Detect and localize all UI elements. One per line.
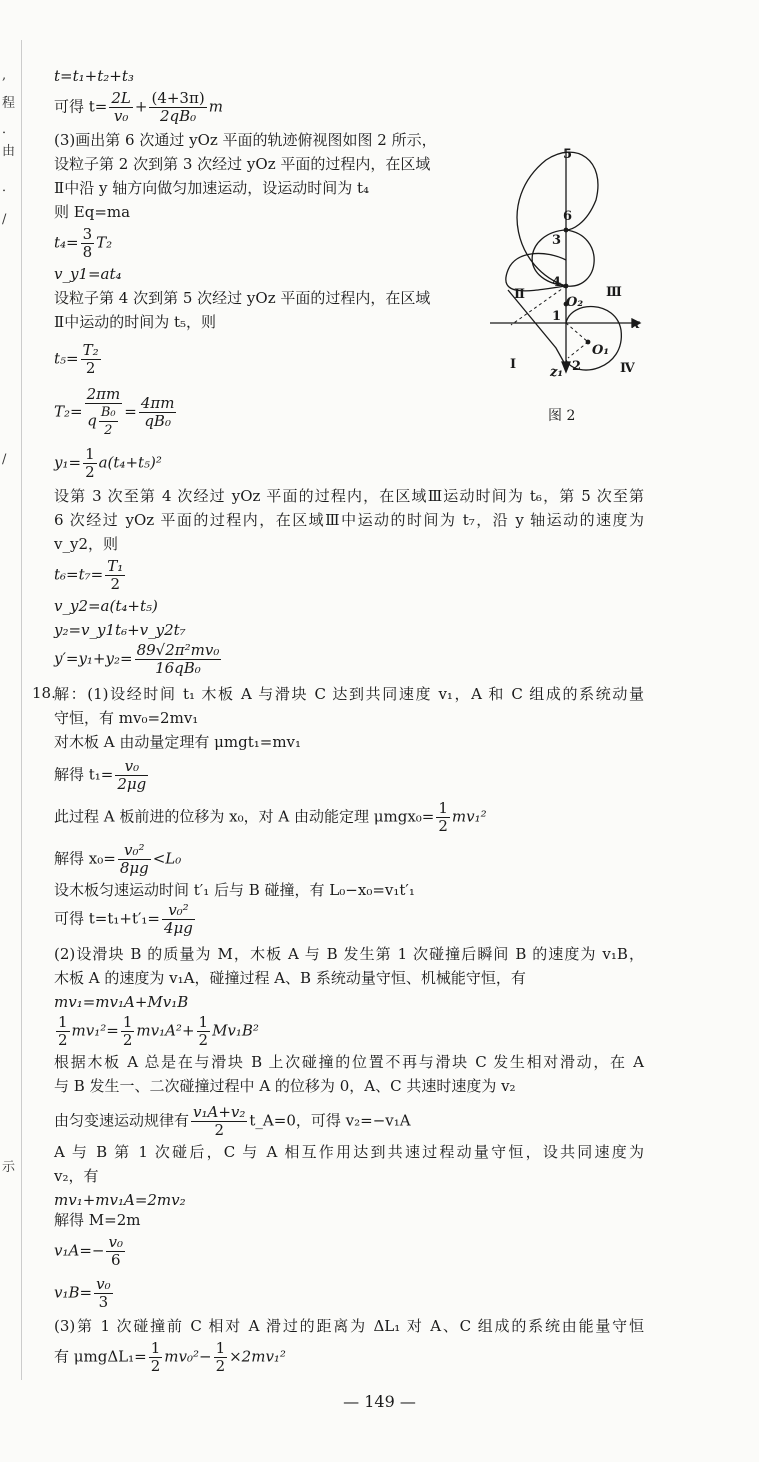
text-line: 解：(1)设经时间 t₁ 木板 A 与滑块 C 达到共同速度 v₁，A 和 C 组成的系统动量 xyxy=(54,685,644,703)
text-line: v₂，有 xyxy=(54,1167,99,1185)
eq-t6-t7: t₆=t₇= $\frac{\text{T₁}}{2}$ xyxy=(54,557,124,593)
label-o1: O₁ xyxy=(592,343,610,358)
edge-char: 程 xyxy=(2,96,16,111)
label-3: 3 xyxy=(552,233,562,248)
dashed-radius xyxy=(566,323,588,342)
text-line: 与 B 发生一、二次碰撞过程中 A 的位移为 0，A、C 共速时速度为 v₂ xyxy=(54,1077,516,1095)
edge-char: 示 xyxy=(2,1160,16,1175)
point-4 xyxy=(564,284,569,289)
text-line: (2)设滑块 B 的质量为 M，木板 A 与 B 发生第 1 次碰撞后瞬间 B 的速度为 v₁B， xyxy=(54,945,644,963)
eq-momentum: mv₁=mv₁A+Mv₁B xyxy=(54,993,189,1011)
label-region-I: Ⅰ xyxy=(510,357,517,372)
label-5: 5 xyxy=(563,147,573,162)
text-line: Ⅱ中运动的时间为 t₅，则 xyxy=(54,313,217,331)
text-line: 6 次经过 yOz 平面的过程内，在区域Ⅲ中运动的时间为 t₇，沿 y 轴运动的速度为 xyxy=(54,511,644,529)
eq-newton: 则 Eq=ma xyxy=(54,203,131,221)
eq-v1A: v₁A=− $\frac{\text{v₀}}{6}$ xyxy=(54,1233,123,1269)
label-1: 1 xyxy=(552,309,562,324)
label-6: 6 xyxy=(563,209,573,224)
trajectory-loop-upper xyxy=(517,152,598,286)
eq-vy2: v_y2=a(t₄+t₅) xyxy=(54,597,158,615)
figure-caption: 图 2 xyxy=(548,408,576,424)
eq-energy-conservation: 有 μmgΔL₁= $\frac{1}{2}$ mv₀²− $\frac{1}{2}$ ×2mv₁² xyxy=(54,1339,286,1375)
eq-t4: t₄= $\frac{3}{8}$ T₂ xyxy=(54,225,113,261)
eq-y1: y₁= $\frac{1}{2}$ a(t₄+t₅)² xyxy=(54,445,162,481)
text-line: (3)画出第 6 次通过 yOz 平面的轨迹俯视图如图 2 所示， xyxy=(54,131,437,149)
text-line: A 与 B 第 1 次碰后，C 与 A 相互作用达到共速过程动量守恒，设共同速度为 xyxy=(54,1143,644,1161)
page-number: — 149 — xyxy=(343,1392,416,1411)
edge-char: ． xyxy=(2,180,16,195)
trajectory-figure xyxy=(486,140,646,430)
label-x: x xyxy=(632,317,640,332)
eq-t5: t₅= $\frac{\text{T₂}}{2}$ xyxy=(54,341,99,377)
eq-total-time: t=t₁+t₂+t₃ xyxy=(54,67,134,85)
text-line: 对木板 A 由动量定理有 μmgt₁=mv₁ xyxy=(54,733,302,751)
text-line: 木板 A 的速度为 v₁A，碰撞过程 A、B 系统动量守恒、机械能守恒，有 xyxy=(54,969,526,987)
eq-t-total: 可得 t=t₁+t′₁= $\frac{\text{v₀²}}{4\mu g}$ xyxy=(54,901,193,937)
edge-char: , xyxy=(2,68,7,83)
edge-char: / xyxy=(2,212,7,227)
problem-number: 18. xyxy=(32,684,56,702)
eq-t1: 解得 t₁= $\frac{\text{v₀}}{2\mu g}$ xyxy=(54,757,147,793)
label-o2: O₂ xyxy=(566,295,584,310)
label-region-II: Ⅱ xyxy=(514,287,525,302)
text-line: v_y2，则 xyxy=(54,535,118,553)
label-2: 2 xyxy=(572,359,582,374)
text-line: (3)第 1 次碰撞前 C 相对 A 滑过的距离为 ΔL₁ 对 A、C 组成的系统由能量守恒 xyxy=(54,1317,644,1335)
dashed-radius xyxy=(568,342,588,358)
eq-energy: $\frac{1}{2}$ mv₁²= $\frac{1}{2}$ mv₁A²+ $\frac{1}{2}$ Mv₁B² xyxy=(58,1013,259,1049)
text-line: 设第 3 次至第 4 次经过 yOz 平面的过程内，在区域Ⅲ运动时间为 t₆，第 5 次至第 xyxy=(54,487,644,505)
point-6 xyxy=(564,228,569,233)
eq-T2: T₂= 2πm q $\frac{\text{B₀}}{2}$ = $\frac{4\pi m}{\text{qB₀}}$ xyxy=(54,385,175,438)
text-line: 设木板匀速运动时间 t′₁ 后与 B 碰撞，有 L₀−x₀=v₁t′₁ xyxy=(54,881,415,899)
binding-line xyxy=(21,40,22,1380)
text-line: Ⅱ中沿 y 轴方向做匀加速运动，设运动时间为 t₄ xyxy=(54,179,370,197)
left-margin-fragments xyxy=(0,0,22,1380)
text-line: 根据木板 A 总是在与滑块 B 上次碰撞的位置不再与滑块 C 发生相对滑动，在 A xyxy=(54,1053,644,1071)
eq-momentum-2: mv₁+mv₁A=2mv₂ xyxy=(54,1191,186,1209)
text-line: 设粒子第 2 次到第 3 次经过 yOz 平面的过程内，在区域 xyxy=(54,155,431,173)
edge-char: 由 xyxy=(2,144,16,159)
point-o1 xyxy=(586,340,591,345)
text-line: 设粒子第 4 次到第 5 次经过 yOz 平面的过程内，在区域 xyxy=(54,289,431,307)
label-z1: z₁ xyxy=(550,365,564,380)
eq-uniform-accel: 由匀变速运动规律有 $\frac{\text{v₁A+v₂}}{2}$ t_A=0，可得 v₂=−v₁A xyxy=(54,1103,411,1139)
eq-M: 解得 M=2m xyxy=(54,1211,141,1229)
eq-x0: 解得 x₀= $\frac{\text{v₀²}}{8\mu g}$ <L₀ xyxy=(54,841,182,877)
eq-time-result: 可得 t= $\frac{2L}{\text{v₀}}$ + $\frac{(4+3\pi)}{\text{2qB₀}}$ m xyxy=(54,89,223,125)
eq-kinetic-energy: 此过程 A 板前进的位移为 x₀，对 A 由动能定理 μmgx₀= $\frac{1}{2}$ mv₁² xyxy=(54,799,487,835)
eq-y-prime: y′=y₁+y₂= $\frac{\text{89√2π²mv₀}}{\text{16qB₀}}$ xyxy=(54,641,220,677)
edge-char: ． xyxy=(2,122,16,137)
label-4: 4 xyxy=(552,275,562,290)
eq-v1B: v₁B= $\frac{\text{v₀}}{3}$ xyxy=(54,1275,111,1311)
eq-vy1: v_y1=at₄ xyxy=(54,265,122,283)
text-line: 守恒，有 mv₀=2mv₁ xyxy=(54,709,199,727)
edge-char: / xyxy=(2,452,7,467)
label-region-IV: Ⅳ xyxy=(620,361,635,376)
label-region-III: Ⅲ xyxy=(606,285,622,300)
eq-y2: y₂=v_y1t₆+v_y2t₇ xyxy=(54,621,186,639)
